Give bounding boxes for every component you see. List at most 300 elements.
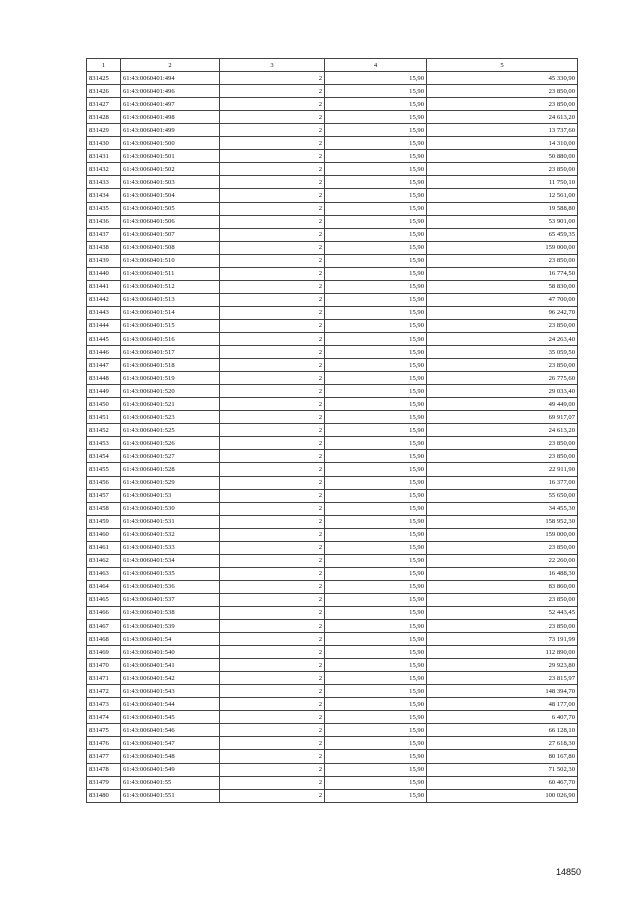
value-cell: 2 <box>220 737 325 750</box>
row-number-cell: 831459 <box>87 515 121 528</box>
row-number-cell: 831465 <box>87 593 121 606</box>
value-cell: 2 <box>220 554 325 567</box>
rate-cell: 15,90 <box>325 750 427 763</box>
table-row <box>87 332 578 345</box>
amount-cell: 148 394,70 <box>427 685 578 698</box>
rate-cell: 15,90 <box>325 633 427 646</box>
cadastral-number-cell: 61:43:0060401:535 <box>121 567 220 580</box>
table-row <box>87 567 578 580</box>
cadastral-number-cell: 61:43:0060401:523 <box>121 411 220 424</box>
amount-cell: 159 000,00 <box>427 241 578 254</box>
table-row <box>87 463 578 476</box>
cadastral-number-cell: 61:43:0060401:537 <box>121 593 220 606</box>
cadastral-number-cell: 61:43:0060401:542 <box>121 672 220 685</box>
cadastral-number-cell: 61:43:0060401:525 <box>121 424 220 437</box>
amount-cell: 73 191,99 <box>427 633 578 646</box>
table-row <box>87 254 578 267</box>
cadastral-number-cell: 61:43:0060401:508 <box>121 241 220 254</box>
table-row <box>87 111 578 124</box>
value-cell: 2 <box>220 124 325 137</box>
table-row <box>87 163 578 176</box>
cadastral-number-cell: 61:43:0060401:528 <box>121 463 220 476</box>
rate-cell: 15,90 <box>325 398 427 411</box>
table-row <box>87 633 578 646</box>
table-row <box>87 437 578 450</box>
row-number-cell: 831460 <box>87 528 121 541</box>
row-number-cell: 831449 <box>87 385 121 398</box>
row-number-cell: 831433 <box>87 176 121 189</box>
value-cell: 2 <box>220 202 325 215</box>
row-number-cell: 831461 <box>87 541 121 554</box>
value-cell: 2 <box>220 437 325 450</box>
row-number-cell: 831448 <box>87 372 121 385</box>
value-cell: 2 <box>220 541 325 554</box>
rate-cell: 15,90 <box>325 606 427 619</box>
value-cell: 2 <box>220 398 325 411</box>
table-row <box>87 176 578 189</box>
rate-cell: 15,90 <box>325 202 427 215</box>
table-row <box>87 346 578 359</box>
amount-cell: 27 618,30 <box>427 737 578 750</box>
table-row <box>87 646 578 659</box>
row-number-cell: 831478 <box>87 763 121 776</box>
rate-cell: 15,90 <box>325 280 427 293</box>
row-number-cell: 831469 <box>87 646 121 659</box>
cadastral-number-cell: 61:43:0060401:530 <box>121 502 220 515</box>
cadastral-number-cell: 61:43:0060401:534 <box>121 554 220 567</box>
cadastral-number-cell: 61:43:0060401:548 <box>121 750 220 763</box>
amount-cell: 16 488,30 <box>427 567 578 580</box>
row-number-cell: 831429 <box>87 124 121 137</box>
rate-cell: 15,90 <box>325 85 427 98</box>
value-cell: 2 <box>220 489 325 502</box>
table-row <box>87 580 578 593</box>
amount-cell: 6 407,70 <box>427 711 578 724</box>
amount-cell: 112 890,00 <box>427 646 578 659</box>
amount-cell: 96 242,70 <box>427 306 578 319</box>
row-number-cell: 831463 <box>87 567 121 580</box>
rate-cell: 15,90 <box>325 541 427 554</box>
table-row <box>87 489 578 502</box>
value-cell: 2 <box>220 580 325 593</box>
cadastral-number-cell: 61:43:0060401:521 <box>121 398 220 411</box>
row-number-cell: 831430 <box>87 137 121 150</box>
table-row <box>87 698 578 711</box>
value-cell: 2 <box>220 215 325 228</box>
cadastral-number-cell: 61:43:0060401:527 <box>121 450 220 463</box>
amount-cell: 80 167,80 <box>427 750 578 763</box>
value-cell: 2 <box>220 332 325 345</box>
value-cell: 2 <box>220 463 325 476</box>
rate-cell: 15,90 <box>325 306 427 319</box>
cadastral-number-cell: 61:43:0060401:546 <box>121 724 220 737</box>
table-row <box>87 528 578 541</box>
rate-cell: 15,90 <box>325 685 427 698</box>
table-row <box>87 359 578 372</box>
amount-cell: 11 750,10 <box>427 176 578 189</box>
row-number-cell: 831439 <box>87 254 121 267</box>
row-number-cell: 831474 <box>87 711 121 724</box>
rate-cell: 15,90 <box>325 215 427 228</box>
value-cell: 2 <box>220 254 325 267</box>
cadastral-number-cell: 61:43:0060401:547 <box>121 737 220 750</box>
table-row <box>87 659 578 672</box>
cadastral-number-cell: 61:43:0060401:518 <box>121 359 220 372</box>
amount-cell: 23 850,00 <box>427 541 578 554</box>
rate-cell: 15,90 <box>325 554 427 567</box>
value-cell: 2 <box>220 280 325 293</box>
value-cell: 2 <box>220 685 325 698</box>
rate-cell: 15,90 <box>325 163 427 176</box>
rate-cell: 15,90 <box>325 189 427 202</box>
cadastral-number-cell: 61:43:0060401:526 <box>121 437 220 450</box>
value-cell: 2 <box>220 776 325 789</box>
amount-cell: 52 443,45 <box>427 606 578 619</box>
cadastral-number-cell: 61:43:0060401:507 <box>121 228 220 241</box>
rate-cell: 15,90 <box>325 698 427 711</box>
amount-cell: 66 128,10 <box>427 724 578 737</box>
amount-cell: 58 830,00 <box>427 280 578 293</box>
amount-cell: 16 774,50 <box>427 267 578 280</box>
value-cell: 2 <box>220 85 325 98</box>
rate-cell: 15,90 <box>325 567 427 580</box>
cadastral-number-cell: 61:43:0060401:543 <box>121 685 220 698</box>
amount-cell: 50 880,00 <box>427 150 578 163</box>
amount-cell: 48 177,00 <box>427 698 578 711</box>
value-cell: 2 <box>220 724 325 737</box>
column-header: 1 <box>87 59 121 72</box>
table-row <box>87 85 578 98</box>
cadastral-number-cell: 61:43:0060401:496 <box>121 85 220 98</box>
amount-cell: 60 467,70 <box>427 776 578 789</box>
amount-cell: 23 850,00 <box>427 593 578 606</box>
cadastral-number-cell: 61:43:0060401:499 <box>121 124 220 137</box>
table-row <box>87 763 578 776</box>
row-number-cell: 831451 <box>87 411 121 424</box>
row-number-cell: 831446 <box>87 346 121 359</box>
rate-cell: 15,90 <box>325 672 427 685</box>
amount-cell: 159 000,00 <box>427 528 578 541</box>
value-cell: 2 <box>220 633 325 646</box>
row-number-cell: 831479 <box>87 776 121 789</box>
value-cell: 2 <box>220 750 325 763</box>
row-number-cell: 831462 <box>87 554 121 567</box>
row-number-cell: 831442 <box>87 293 121 306</box>
row-number-cell: 831475 <box>87 724 121 737</box>
table-row <box>87 789 578 802</box>
table-header-row <box>87 59 578 72</box>
cadastral-number-cell: 61:43:0060401:502 <box>121 163 220 176</box>
rate-cell: 15,90 <box>325 372 427 385</box>
rate-cell: 15,90 <box>325 98 427 111</box>
column-header: 5 <box>427 59 578 72</box>
row-number-cell: 831441 <box>87 280 121 293</box>
cadastral-number-cell: 61:43:0060401:517 <box>121 346 220 359</box>
amount-cell: 49 449,00 <box>427 398 578 411</box>
rate-cell: 15,90 <box>325 711 427 724</box>
table-row <box>87 672 578 685</box>
row-number-cell: 831464 <box>87 580 121 593</box>
value-cell: 2 <box>220 502 325 515</box>
row-number-cell: 831431 <box>87 150 121 163</box>
rate-cell: 15,90 <box>325 137 427 150</box>
rate-cell: 15,90 <box>325 737 427 750</box>
amount-cell: 158 952,30 <box>427 515 578 528</box>
rate-cell: 15,90 <box>325 450 427 463</box>
amount-cell: 23 850,00 <box>427 85 578 98</box>
rate-cell: 15,90 <box>325 267 427 280</box>
cadastral-number-cell: 61:43:0060401:531 <box>121 515 220 528</box>
amount-cell: 29 923,80 <box>427 659 578 672</box>
value-cell: 2 <box>220 515 325 528</box>
amount-cell: 16 377,00 <box>427 476 578 489</box>
amount-cell: 22 260,00 <box>427 554 578 567</box>
rate-cell: 15,90 <box>325 789 427 802</box>
table-row <box>87 293 578 306</box>
amount-cell: 24 263,40 <box>427 332 578 345</box>
row-number-cell: 831454 <box>87 450 121 463</box>
cadastral-number-cell: 61:43:0060401:533 <box>121 541 220 554</box>
cadastral-number-cell: 61:43:0060401:494 <box>121 72 220 85</box>
amount-cell: 24 613,20 <box>427 424 578 437</box>
rate-cell: 15,90 <box>325 620 427 633</box>
value-cell: 2 <box>220 98 325 111</box>
table-row <box>87 515 578 528</box>
rate-cell: 15,90 <box>325 111 427 124</box>
value-cell: 2 <box>220 150 325 163</box>
amount-cell: 55 650,00 <box>427 489 578 502</box>
rate-cell: 15,90 <box>325 646 427 659</box>
cadastral-number-cell: 61:43:0060401:498 <box>121 111 220 124</box>
value-cell: 2 <box>220 385 325 398</box>
row-number-cell: 831445 <box>87 332 121 345</box>
amount-cell: 53 901,00 <box>427 215 578 228</box>
table-row <box>87 554 578 567</box>
cadastral-number-cell: 61:43:0060401:538 <box>121 606 220 619</box>
table-row <box>87 228 578 241</box>
table-row <box>87 124 578 137</box>
row-number-cell: 831432 <box>87 163 121 176</box>
amount-cell: 69 917,07 <box>427 411 578 424</box>
rate-cell: 15,90 <box>325 254 427 267</box>
cadastral-number-cell: 61:43:0060401:53 <box>121 489 220 502</box>
value-cell: 2 <box>220 189 325 202</box>
amount-cell: 34 455,30 <box>427 502 578 515</box>
column-header: 2 <box>121 59 220 72</box>
rate-cell: 15,90 <box>325 437 427 450</box>
amount-cell: 22 911,90 <box>427 463 578 476</box>
row-number-cell: 831480 <box>87 789 121 802</box>
row-number-cell: 831447 <box>87 359 121 372</box>
row-number-cell: 831471 <box>87 672 121 685</box>
amount-cell: 23 815,97 <box>427 672 578 685</box>
cadastral-number-cell: 61:43:0060401:504 <box>121 189 220 202</box>
column-header: 4 <box>325 59 427 72</box>
amount-cell: 12 561,00 <box>427 189 578 202</box>
cadastral-number-cell: 61:43:0060401:516 <box>121 332 220 345</box>
rate-cell: 15,90 <box>325 528 427 541</box>
value-cell: 2 <box>220 711 325 724</box>
value-cell: 2 <box>220 593 325 606</box>
cadastral-number-cell: 61:43:0060401:529 <box>121 476 220 489</box>
cadastral-number-cell: 61:43:0060401:55 <box>121 776 220 789</box>
rate-cell: 15,90 <box>325 411 427 424</box>
row-number-cell: 831436 <box>87 215 121 228</box>
value-cell: 2 <box>220 763 325 776</box>
value-cell: 2 <box>220 137 325 150</box>
cadastral-number-cell: 61:43:0060401:532 <box>121 528 220 541</box>
amount-cell: 23 850,00 <box>427 98 578 111</box>
rate-cell: 15,90 <box>325 241 427 254</box>
row-number-cell: 831428 <box>87 111 121 124</box>
row-number-cell: 831468 <box>87 633 121 646</box>
value-cell: 2 <box>220 411 325 424</box>
cadastral-number-cell: 61:43:0060401:539 <box>121 620 220 633</box>
cadastral-number-cell: 61:43:0060401:54 <box>121 633 220 646</box>
rate-cell: 15,90 <box>325 228 427 241</box>
cadastral-number-cell: 61:43:0060401:512 <box>121 280 220 293</box>
value-cell: 2 <box>220 176 325 189</box>
value-cell: 2 <box>220 267 325 280</box>
rate-cell: 15,90 <box>325 463 427 476</box>
table-row <box>87 776 578 789</box>
cadastral-number-cell: 61:43:0060401:540 <box>121 646 220 659</box>
value-cell: 2 <box>220 163 325 176</box>
row-number-cell: 831457 <box>87 489 121 502</box>
table-row <box>87 215 578 228</box>
row-number-cell: 831456 <box>87 476 121 489</box>
column-header: 3 <box>220 59 325 72</box>
table-row <box>87 98 578 111</box>
row-number-cell: 831435 <box>87 202 121 215</box>
rate-cell: 15,90 <box>325 515 427 528</box>
cadastral-number-cell: 61:43:0060401:519 <box>121 372 220 385</box>
value-cell: 2 <box>220 672 325 685</box>
value-cell: 2 <box>220 319 325 332</box>
table-body <box>87 72 578 803</box>
amount-cell: 13 737,60 <box>427 124 578 137</box>
table-row <box>87 711 578 724</box>
amount-cell: 47 700,00 <box>427 293 578 306</box>
rate-cell: 15,90 <box>325 385 427 398</box>
amount-cell: 23 850,00 <box>427 163 578 176</box>
rate-cell: 15,90 <box>325 424 427 437</box>
table-row <box>87 750 578 763</box>
amount-cell: 14 310,00 <box>427 137 578 150</box>
amount-cell: 29 033,40 <box>427 385 578 398</box>
rate-cell: 15,90 <box>325 293 427 306</box>
rate-cell: 15,90 <box>325 319 427 332</box>
rate-cell: 15,90 <box>325 724 427 737</box>
table-row <box>87 737 578 750</box>
value-cell: 2 <box>220 424 325 437</box>
table-row <box>87 267 578 280</box>
row-number-cell: 831476 <box>87 737 121 750</box>
row-number-cell: 831438 <box>87 241 121 254</box>
table-row <box>87 685 578 698</box>
table-row <box>87 593 578 606</box>
cadastral-number-cell: 61:43:0060401:501 <box>121 150 220 163</box>
table-row <box>87 541 578 554</box>
row-number-cell: 831437 <box>87 228 121 241</box>
value-cell: 2 <box>220 450 325 463</box>
rate-cell: 15,90 <box>325 489 427 502</box>
cadastral-number-cell: 61:43:0060401:503 <box>121 176 220 189</box>
rate-cell: 15,90 <box>325 580 427 593</box>
cadastral-number-cell: 61:43:0060401:520 <box>121 385 220 398</box>
table-row <box>87 150 578 163</box>
cadastral-number-cell: 61:43:0060401:549 <box>121 763 220 776</box>
cadastral-number-cell: 61:43:0060401:536 <box>121 580 220 593</box>
value-cell: 2 <box>220 293 325 306</box>
cadastral-number-cell: 61:43:0060401:500 <box>121 137 220 150</box>
rate-cell: 15,90 <box>325 502 427 515</box>
rate-cell: 15,90 <box>325 72 427 85</box>
value-cell: 2 <box>220 359 325 372</box>
table-row <box>87 241 578 254</box>
value-cell: 2 <box>220 372 325 385</box>
cadastral-number-cell: 61:43:0060401:511 <box>121 267 220 280</box>
table-row <box>87 306 578 319</box>
cadastral-number-cell: 61:43:0060401:505 <box>121 202 220 215</box>
row-number-cell: 831453 <box>87 437 121 450</box>
amount-cell: 23 850,00 <box>427 437 578 450</box>
row-number-cell: 831444 <box>87 319 121 332</box>
amount-cell: 26 775,60 <box>427 372 578 385</box>
table-row <box>87 189 578 202</box>
row-number-cell: 831427 <box>87 98 121 111</box>
row-number-cell: 831466 <box>87 606 121 619</box>
cadastral-number-cell: 61:43:0060401:551 <box>121 789 220 802</box>
row-number-cell: 831455 <box>87 463 121 476</box>
row-number-cell: 831426 <box>87 85 121 98</box>
value-cell: 2 <box>220 228 325 241</box>
value-cell: 2 <box>220 346 325 359</box>
cadastral-number-cell: 61:43:0060401:544 <box>121 698 220 711</box>
row-number-cell: 831443 <box>87 306 121 319</box>
value-cell: 2 <box>220 72 325 85</box>
amount-cell: 19 588,80 <box>427 202 578 215</box>
row-number-cell: 831470 <box>87 659 121 672</box>
amount-cell: 23 850,00 <box>427 450 578 463</box>
table-row <box>87 620 578 633</box>
value-cell: 2 <box>220 241 325 254</box>
rate-cell: 15,90 <box>325 359 427 372</box>
row-number-cell: 831467 <box>87 620 121 633</box>
amount-cell: 23 850,00 <box>427 359 578 372</box>
row-number-cell: 831450 <box>87 398 121 411</box>
cadastral-number-cell: 61:43:0060401:541 <box>121 659 220 672</box>
amount-cell: 65 459,35 <box>427 228 578 241</box>
row-number-cell: 831434 <box>87 189 121 202</box>
rate-cell: 15,90 <box>325 659 427 672</box>
cadastral-number-cell: 61:43:0060401:510 <box>121 254 220 267</box>
rate-cell: 15,90 <box>325 150 427 163</box>
cadastral-number-cell: 61:43:0060401:497 <box>121 98 220 111</box>
value-cell: 2 <box>220 606 325 619</box>
value-cell: 2 <box>220 620 325 633</box>
table-row <box>87 385 578 398</box>
cadastral-number-cell: 61:43:0060401:514 <box>121 306 220 319</box>
cadastral-number-cell: 61:43:0060401:515 <box>121 319 220 332</box>
table-row <box>87 398 578 411</box>
row-number-cell: 831425 <box>87 72 121 85</box>
rate-cell: 15,90 <box>325 346 427 359</box>
row-number-cell: 831472 <box>87 685 121 698</box>
row-number-cell: 831458 <box>87 502 121 515</box>
rate-cell: 15,90 <box>325 176 427 189</box>
table-row <box>87 202 578 215</box>
